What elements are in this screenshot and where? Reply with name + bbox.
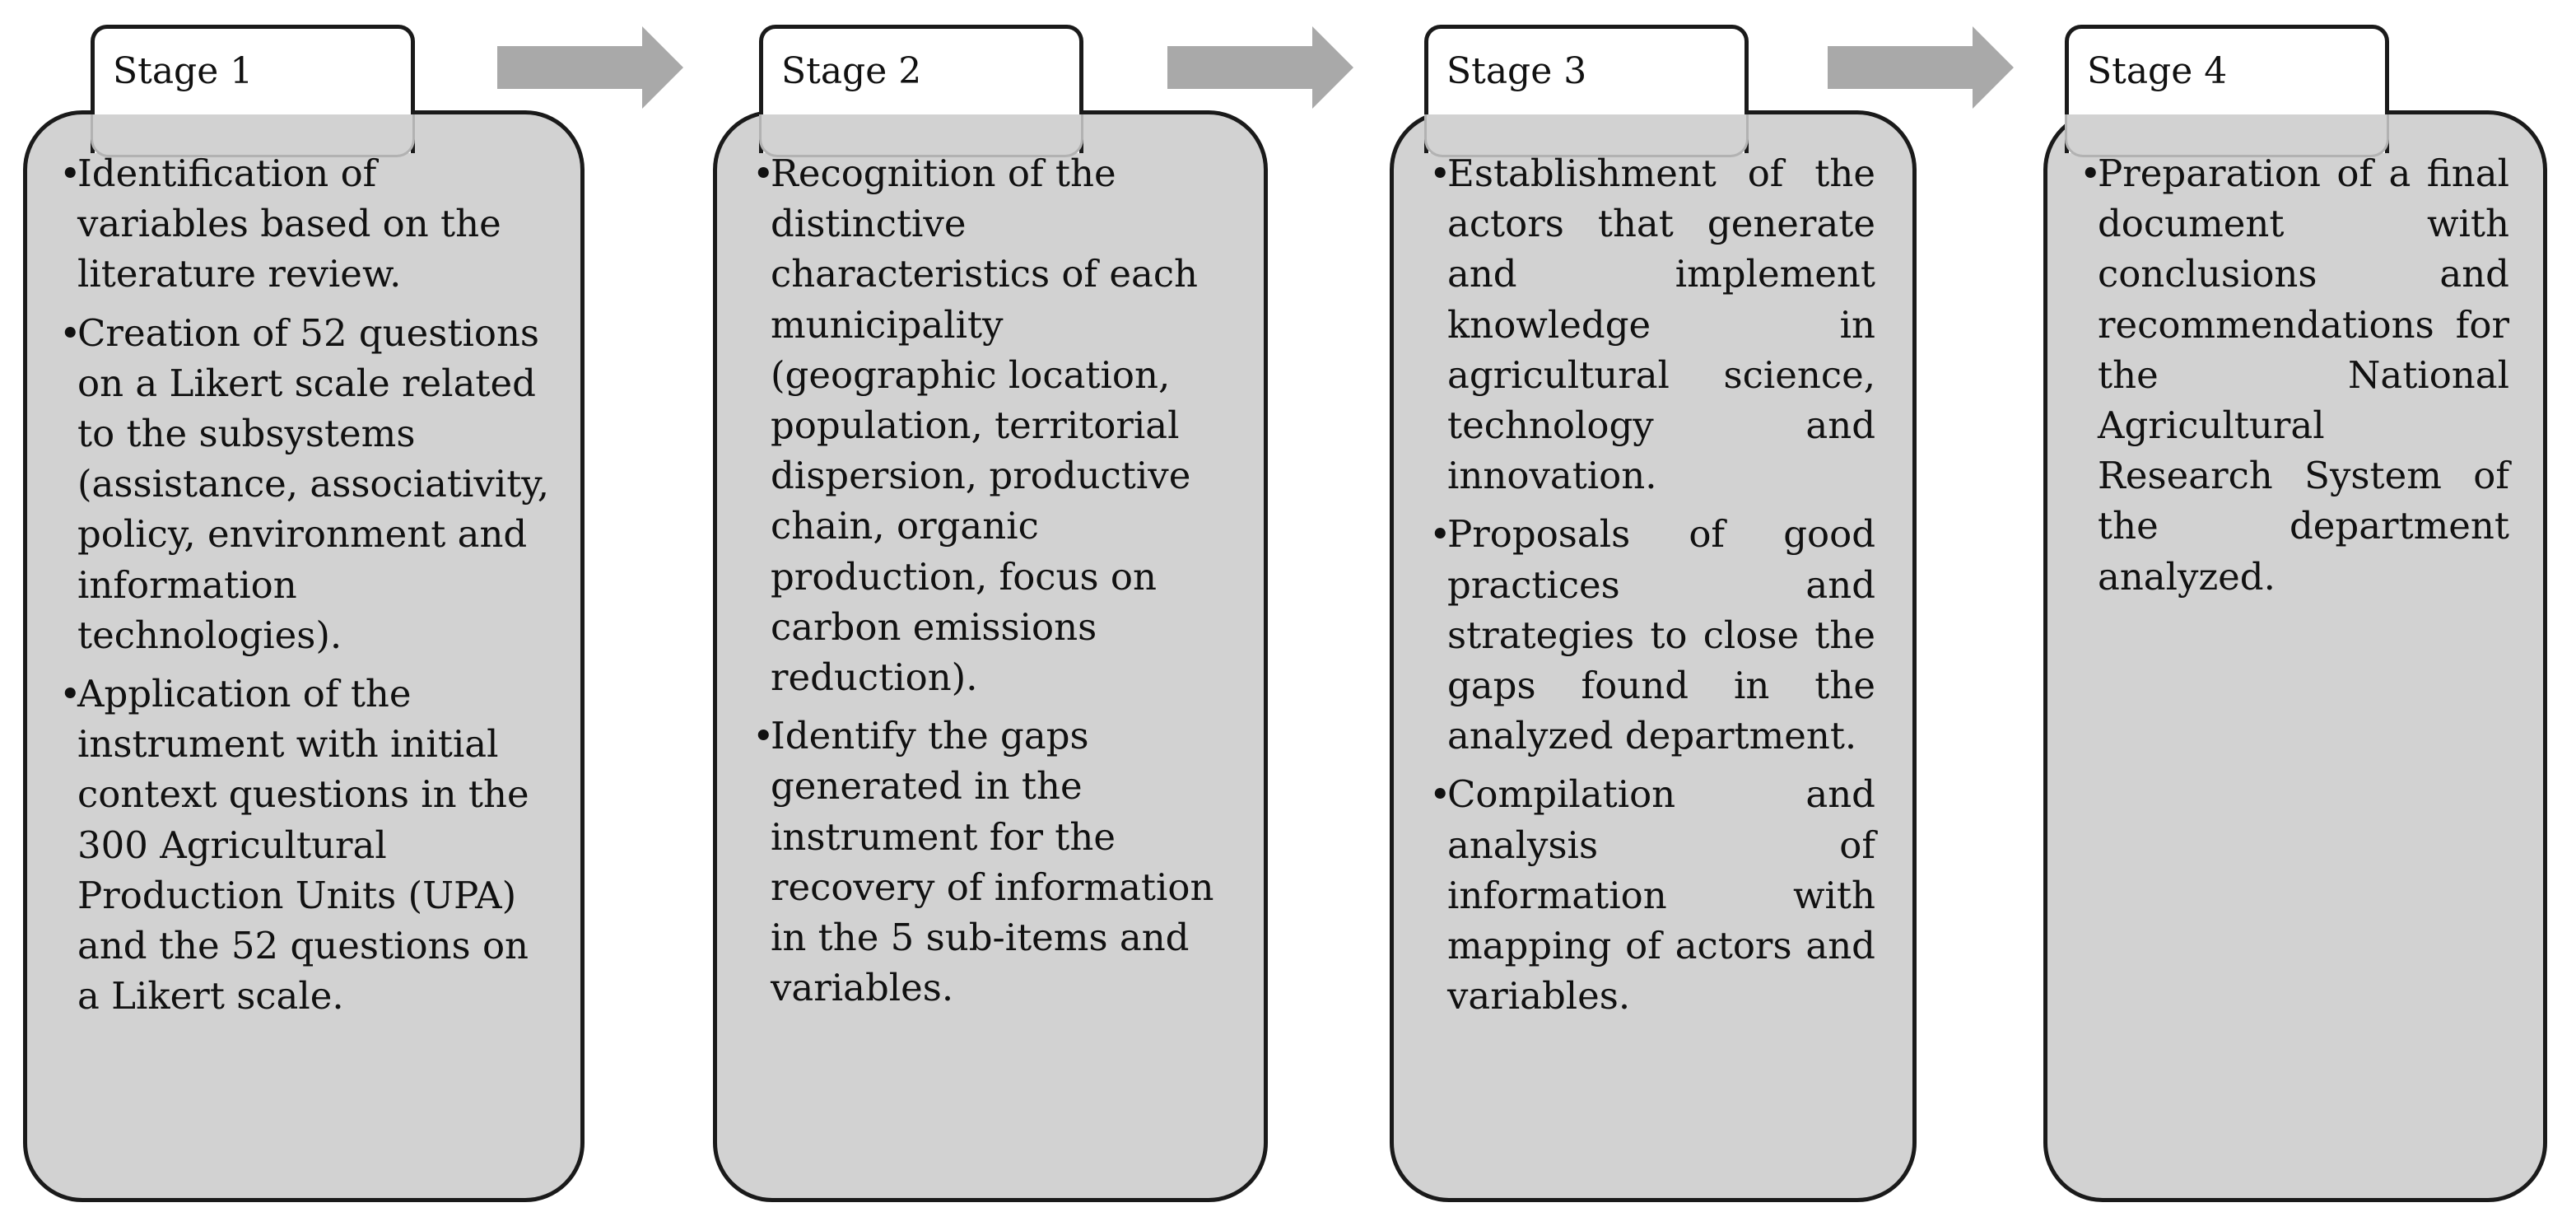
stage-3-label: Stage 3 [1446,50,1587,92]
stage-3-item-2-text: Proposals of good practices and strategies to close the gaps found in the analyzed department. [1447,512,1875,758]
bullet-icon: • [1429,152,1451,195]
arrow-right-icon [1167,26,1353,109]
arrow-shape [1828,26,2014,109]
stage-3-item-1 [1429,148,1875,501]
stage-2-item-2 [752,711,1215,1013]
stage-3-item-3-text: Compilation and analysis of information with mapping of actors and variables. [1447,772,1875,1019]
bullet-icon: • [59,310,82,355]
stage-2-tab [759,25,1083,153]
stage-2-item-2-text: Identify the gaps generated in the instrument for the recovery of information in the 5 sub-items and variables. [771,714,1214,1010]
stage-1-label: Stage 1 [113,50,254,92]
stage-1-item-3 [59,669,555,1021]
stage-3-content [1429,148,1875,1029]
stage-1-item-1 [59,148,555,300]
bullet-icon: • [59,672,82,716]
stage-1-content [59,148,555,1029]
stage-1-item-1-text: Identification of variables based on the literature review. [77,152,501,296]
stage-3-item-3 [1429,769,1875,1021]
bullet-icon: • [2080,152,2102,195]
stage-4-item-1-text: Preparation of a final document with conclusions and recommendations for the National Agricultural Research System of the department analyzed. [2098,152,2509,599]
arrow-right-icon [1828,26,2014,109]
bullet-icon: • [1429,772,1451,817]
stage-1-item-2-text: Creation of 52 questions on a Likert scale related to the subsystems (assistance, associativity, policy, environment and information technologies). [77,310,550,657]
stage-2-item-1-text: Recognition of the distinctive characteristics of each municipality (geographic location, population, territorial dispersion, productive chain, organic production, focus on carbon emissions reduction). [771,152,1199,700]
arrow-shape [1167,26,1353,109]
stage-4-item-1 [2080,148,2509,602]
bullet-icon: • [752,714,775,758]
stage-3-item-1-text: Establishment of the actors that generate and implement knowledge in agricultural science, technology and innovation. [1447,152,1875,498]
stage-1-item-3-text: Application of the instrument with initial context questions in the 300 Agricultural Production Units (UPA) and the 52 questions on a Likert scale. [77,672,529,1019]
stage-2-content [752,148,1215,1021]
stage-4-tab [2065,25,2389,153]
stage-3-item-2 [1429,509,1875,761]
bullet-icon: • [59,152,82,195]
stage-2-label: Stage 2 [781,50,922,92]
stage-3-tab [1424,25,1749,153]
stage-1-tab [91,25,415,153]
arrow-shape [497,26,683,109]
arrow-right-icon [497,26,683,109]
stage-2-item-1 [752,148,1215,702]
stage-4-content [2080,148,2509,610]
bullet-icon: • [1429,512,1451,557]
bullet-icon: • [752,152,775,195]
stage-1-item-2 [59,308,555,660]
stage-4-label: Stage 4 [2087,50,2228,92]
